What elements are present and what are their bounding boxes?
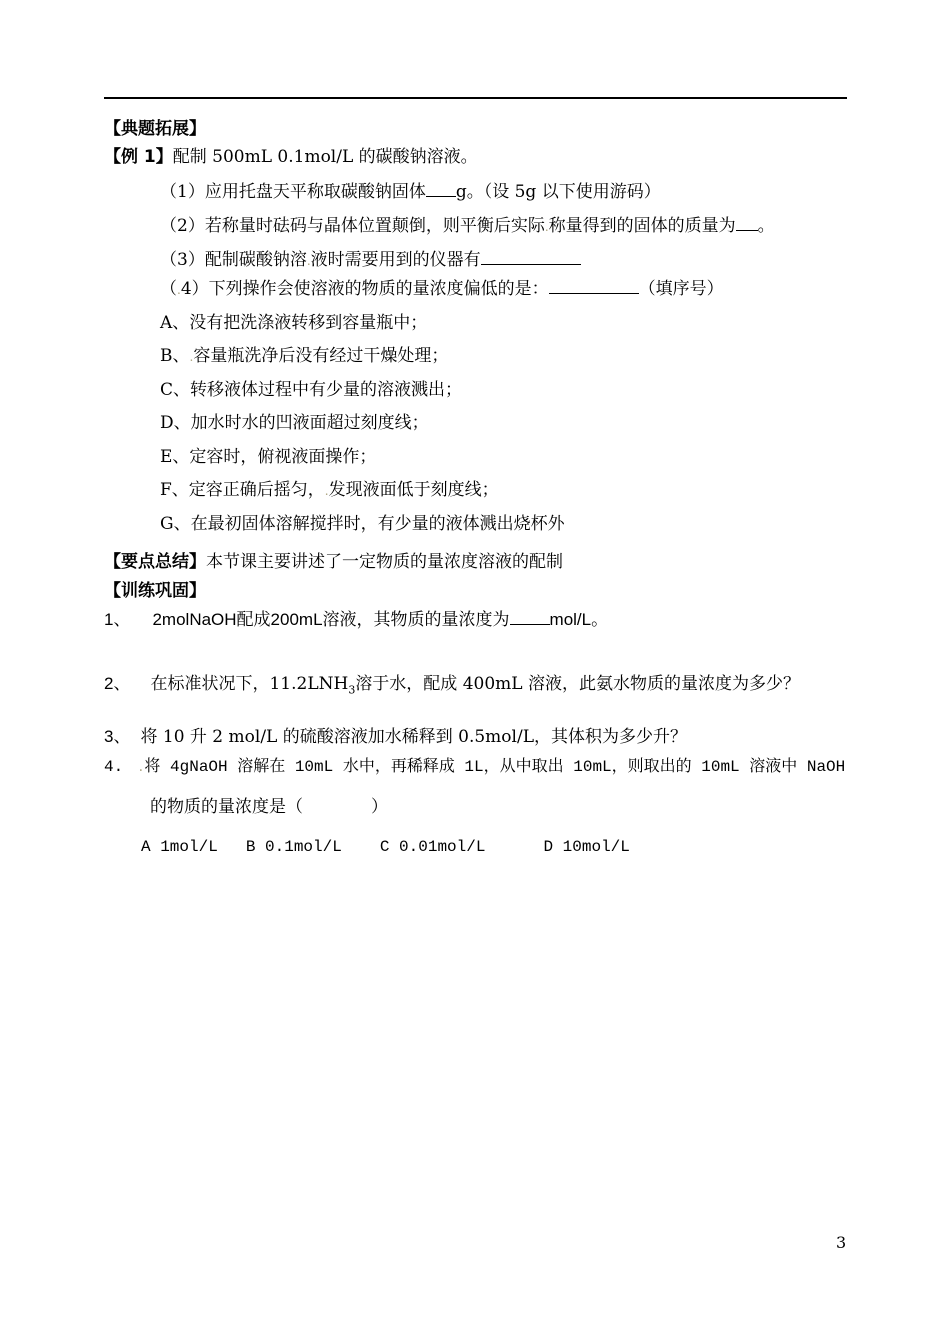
exercise-1-number: 1、 — [104, 610, 131, 629]
section-heading-training: 【训练巩固】 — [104, 581, 206, 601]
exercise-2-text-a: 在标准状况下，11.2LNH — [150, 674, 349, 694]
choice-a[interactable]: A 1mol/L — [141, 838, 218, 856]
question-2-text-a: （2）若称量时砝码与晶体位置颠倒，则平衡后实际 — [160, 216, 545, 236]
exercise-1 — [104, 608, 608, 631]
example-1 — [104, 146, 478, 168]
question-4-paren: （ — [160, 279, 177, 299]
question-3 — [160, 248, 581, 272]
question-3-text-b: 液时需要用到的仪器有 — [310, 250, 481, 270]
summary-text: 本节课主要讲述了一定物质的量浓度溶液的配制 — [206, 552, 563, 572]
option-b-label: B、 — [160, 346, 190, 366]
dot-mark: . — [177, 283, 181, 297]
option-b — [160, 345, 448, 368]
exercise-3-number: 3、 — [104, 727, 131, 746]
exercise-4-text: 将 4gNaOH 溶解在 10mL 水中，再稀释成 1L，从中取出 10mL，则取出的 10mL 溶液中 NaOH — [144, 758, 846, 776]
exercise-2 — [104, 673, 800, 701]
section-heading-extension: 【典题拓展】 — [104, 119, 206, 139]
header-rule — [104, 97, 847, 99]
question-1-unit: g。（设 5g 以下使用游码） — [455, 182, 661, 202]
summary-label: 【要点总结】 — [104, 552, 206, 572]
exercise-4-line-2 — [150, 796, 388, 818]
exercise-4 — [104, 756, 845, 779]
exercise-2-text-b: 溶于水，配成 400mL 溶液，此氨水物质的量浓度为多少？ — [355, 674, 800, 694]
question-4 — [160, 277, 724, 301]
answer-blank-4[interactable] — [549, 277, 639, 294]
option-d — [160, 412, 429, 434]
option-b-text: 容量瓶洗净后没有经过干燥处理； — [193, 346, 449, 366]
example-text: 配制 500mL 0.1mol/L 的碳酸钠溶液。 — [172, 147, 478, 167]
question-1-text: （1）应用托盘天平称取碳酸钠固体 — [160, 182, 426, 202]
dot-mark: . — [324, 484, 329, 498]
exercise-1-unit: mol/L。 — [549, 610, 609, 629]
exercise-3 — [104, 726, 687, 748]
option-f-text: 发现液面低于刻度线； — [328, 480, 499, 500]
exercise-4-choices — [141, 836, 630, 858]
answer-blank-3[interactable] — [481, 248, 581, 265]
question-2-end: 。 — [757, 216, 775, 236]
dot-mark: . — [137, 761, 145, 775]
choice-b[interactable]: B 0.1mol/L — [245, 838, 342, 856]
option-g — [160, 513, 565, 535]
exercise-2-subscript: 3 — [348, 683, 356, 697]
dot-mark: . — [306, 254, 311, 268]
question-1 — [160, 180, 661, 203]
question-4-text: 4）下列操作会使溶液的物质的量浓度偏低的是： — [180, 279, 549, 299]
answer-blank-2[interactable] — [736, 214, 758, 231]
exercise-2-number: 2、 — [104, 674, 131, 693]
option-a-text: A、没有把洗涤液转移到容量瓶中； — [160, 313, 428, 333]
option-e — [160, 446, 376, 468]
option-d-text: D、加水时水的凹液面超过刻度线； — [160, 413, 429, 433]
answer-blank-1[interactable] — [426, 180, 456, 197]
example-label: 【例 1】 — [104, 147, 173, 167]
exercise-4-number: 4. — [104, 758, 124, 776]
choice-c[interactable]: C 0.01mol/L — [379, 838, 486, 856]
option-g-text: G、在最初固体溶解搅拌时，有少量的液体溅出烧杯外 — [160, 514, 565, 534]
exercise-1-text: 2molNaOH配成200mL溶液，其物质的量浓度为 — [152, 610, 510, 629]
page-number: 3 — [836, 1233, 847, 1252]
question-3-text-a: （3）配制碳酸钠溶 — [160, 250, 307, 270]
option-c-text: C、转移液体过程中有少量的溶液溅出； — [160, 380, 463, 400]
exercise-4-text-2: 的物质的量浓度是（ ） — [150, 797, 388, 817]
dot-mark: . — [544, 220, 549, 234]
option-e-text: E、定容时，俯视液面操作； — [160, 447, 377, 467]
choice-d[interactable]: D 10mol/L — [543, 838, 630, 856]
option-c — [160, 379, 462, 401]
question-2 — [160, 214, 775, 238]
option-a — [160, 312, 427, 334]
option-f — [160, 479, 499, 502]
dot-mark: . — [189, 350, 194, 364]
summary — [104, 551, 563, 573]
exercise-3-text: 将 10 升 2 mol/L 的硫酸溶液加水稀释到 0.5mol/L，其体积为多少升？ — [140, 727, 687, 747]
question-2-text-b: 称量得到的固体的质量为 — [548, 216, 736, 236]
answer-blank-e1[interactable] — [510, 608, 550, 625]
question-4-note: （填序号） — [638, 279, 724, 299]
option-f-label: F、定容正确后摇匀， — [160, 480, 325, 500]
